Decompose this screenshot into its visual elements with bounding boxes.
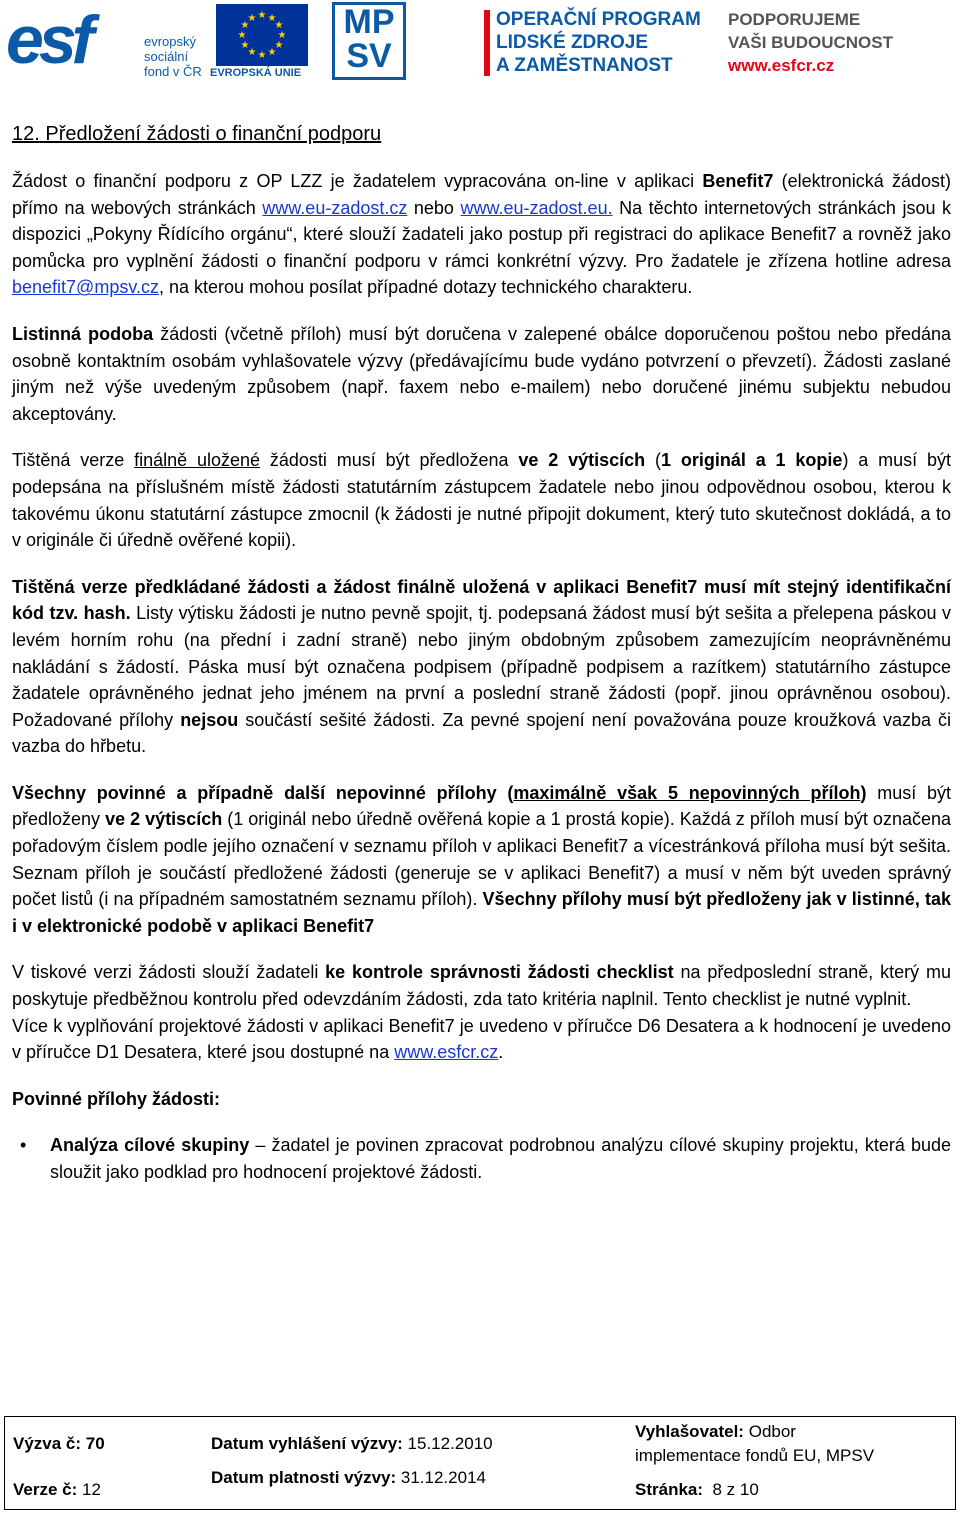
eu-caption: EVROPSKÁ UNIE [210,67,302,79]
bold-underlined-run: maximálně však 5 nepovinných příloh [513,782,861,803]
paragraph-paper-form [12,321,951,427]
svg-text:★: ★ [257,50,267,61]
paragraph-online-application [12,168,951,301]
link-eu-zadost-cz[interactable]: www.eu-zadost.cz [262,197,408,218]
footer-vyhlaseni [211,1433,493,1455]
svg-text:★: ★ [267,13,277,24]
paragraph-printed-version [12,447,951,553]
footer-label: Datum platnosti výzvy: [211,1468,397,1487]
bold-run: Benefit7 [702,171,774,191]
text-run: – žadatel je povinen zpracovat podrobnou analýzu cílové skupiny projektu, která bude sloužit jako podklad pro hodnocení projektové žádosti. [50,1135,951,1182]
footer-value: Odbor [748,1422,796,1441]
footer-stranka [635,1479,759,1501]
text-run: ( [645,450,661,471]
op-lzz-logo [496,8,701,77]
esf-text-line: fond v ČR [144,64,202,79]
bold-run: Všechny přílohy musí být předloženy jak v listinné, tak i v elektronické podobě v aplikaci Benefit7 [12,889,951,936]
text-run: Žádost o finanční podporu z OP LZZ je žadatelem vypracována on-line v aplikaci [12,171,703,191]
footer-label: Vyhlašovatel: [635,1422,744,1441]
esf-letters: esf [6,2,90,78]
svg-text:★: ★ [240,40,250,51]
support-line: VAŠI BUDOUCNOST [728,33,893,52]
footer-value: 70 [85,1434,105,1453]
text-run: žádosti (včetně příloh) musí být doručena v zalepené obálce doporučenou poštou nebo předána osobně kontaktním osobám vyhlašovatele výzvy (předávajícímu bude vydáno potvrzení o převzetí). Žádosti zaslané jiným než výše uvedeným způsobem (např. faxem nebo e-mailem) nebo doručené jinému subjektu nebudou akceptovány. [12,323,951,424]
bold-run: ve 2 výtiscích [518,450,646,471]
paragraph-checklist [12,959,951,1012]
footer-verze [13,1479,101,1501]
footer-label: Výzva č: [13,1434,82,1453]
page-footer [4,1416,956,1510]
page-number: 8 z 10 [712,1480,759,1499]
text-run: součástí sešité žádosti. Za pevné spojení není považována pouze kroužková vazba či vazba do hřbetu. [12,709,952,757]
paragraph-attachments [12,780,951,940]
footer-value: 12 [82,1480,101,1499]
subheading-mandatory-attachments: Povinné přílohy žádosti: [12,1088,221,1109]
footer-value: 31.12.2014 [400,1468,486,1487]
bold-run: Analýza cílové skupiny [50,1135,250,1156]
text-run: Tištěná verze [12,450,135,471]
op-accent-bar [484,10,490,76]
footer-value: 15.12.2010 [407,1434,493,1453]
link-esfcr[interactable]: www.esfcr.cz [394,1042,499,1063]
section-title: Předložení žádosti o finanční podporu [45,123,382,145]
link-eu-zadost-eu[interactable]: www.eu-zadost.eu. [460,197,613,218]
esf-text-line: evropský [144,34,197,49]
underlined-run: finálně uložené [134,450,261,471]
text-run: (elektronická žádost) přímo na webových stránkách [12,171,951,218]
text-run: nebo [407,197,461,218]
bold-run: Listinná podoba [12,323,154,344]
footer-vyzva [13,1433,105,1455]
footer-vyhlasovatel-cont: implementace fondů EU, MPSV [635,1446,875,1465]
bold-run: ve 2 výtiscích [105,809,223,830]
bullet-icon: • [20,1135,27,1156]
eu-stars-icon [216,4,308,66]
text-run: . [498,1042,504,1063]
mpsv-line-1: MP [343,3,395,41]
svg-text:★: ★ [257,10,267,21]
svg-text:★: ★ [274,40,284,51]
footer-vyhlasovatel [635,1421,796,1443]
text-run: (1 originál nebo úředně ověřená kopie a 1 prostá kopie). Každá z příloh musí být označena pořadovým číslem podle jejího označení v seznamu příloh v aplikaci Benefit7 a vícestránková příloha musí být sešita. Seznam příloh je součástí předložené žádosti (generuje se v aplikaci Benefit7) a musí v něm být uveden správný počet listů (i na případném samostatném seznamu příloh). [12,809,951,910]
bold-run: 1 originál a 1 kopie [661,450,843,471]
svg-text:★: ★ [267,47,277,58]
text-run: Na těchto internetových stránkách jsou k dispozici „Pokyny Řídícího orgánu“, které slouží žadateli jako postup při registraci do aplikace Benefit7 a rovněž jako pomůcka pro vyplnění žádosti o finanční podporu v rámci konkrétní výzvy. Pro žadatele je zřízena hotline adresa [12,197,952,271]
svg-text:★: ★ [274,20,284,31]
text-run: žádosti musí být předložena [260,450,519,471]
bold-run: nejsou [180,709,239,730]
text-run: ) a musí být podepsána na příslušném místě žádosti statutárním zástupcem žadatele nebo jinou odpovědnou osobou, kterou k takovému úkonu statutární zástupce zmocnil (k žádosti je nutné připojit dokument, který tuto skutečnost dokládá, a to v originále či úředně ověřené kopii). [12,450,951,551]
svg-text:★: ★ [237,30,247,41]
op-line: A ZAMĚSTNANOST [496,55,673,76]
esf-text [144,34,202,79]
bold-run: ke kontrole správnosti žádosti checklist [325,962,674,983]
bold-run: ) [860,782,867,803]
svg-text:★: ★ [247,13,257,24]
svg-text:★: ★ [247,47,257,58]
text-run: Více k vyplňování projektové žádosti v aplikaci Benefit7 je uvedeno v příručce D6 Desatera a k hodnocení je uvedeno v příručce D1 Desatera, které jsou dostupné na [12,1015,951,1063]
text-run: Listy výtisku žádosti je nutno pevně spojit, tj. podepsaná žádost musí být sešita a přelepena páskou v levém horním rohu (na přední i zadní straně) nebo jiným obdobným způsobem zamezujícím neoprávněnému nakládání s žádostí. Páska musí být označena podpisem (případně podpisem a razítkem) statutárního zástupce žadatele oprávněného jednat jeho jménem na první a poslední straně žádosti (popř. jinou oprávněnou osobou). Požadované přílohy [12,603,951,730]
esf-text-line: sociální [144,49,189,64]
footer-label: Datum vyhlášení výzvy: [211,1434,403,1453]
mpsv-logo [332,2,406,80]
paragraph-handbooks [12,1013,951,1066]
header-logos [0,0,960,84]
op-line: LIDSKÉ ZDROJE [496,32,649,53]
esf-logo [6,4,216,80]
text-run: , na kterou mohou posílat případné dotazy technického charakteru. [159,277,693,298]
section-number: 12. [12,123,40,145]
footer-label: Stránka: [635,1480,704,1499]
footer-platnosti [211,1467,486,1489]
document-body [12,120,951,1186]
eu-flag-icon [216,4,308,66]
support-line: PODPORUJEME [728,10,861,29]
op-line: OPERAČNÍ PROGRAM [496,9,701,30]
paragraph-hash-binding [12,574,951,760]
svg-text:★: ★ [240,20,250,31]
bold-run: Tištěná verze předkládané žádosti a žádost finálně uložená v aplikaci Benefit7 musí mít stejný identifikační kód tzv. hash. [12,576,951,624]
list-item [12,1132,951,1185]
support-slogan [728,8,893,77]
text-run: V tiskové verzi žádosti slouží žadateli [12,962,326,983]
mpsv-line-2: SV [346,37,392,75]
link-hotline-email[interactable]: benefit7@mpsv.cz [12,277,159,298]
support-url: www.esfcr.cz [728,56,835,75]
section-heading [12,120,951,148]
text-run: na předposlední straně, který mu poskytuje předběžnou kontrolu před odevzdáním žádosti, zda tato kritéria naplnil. Tento checklist je nutné vyplnit. [12,962,951,1010]
svg-text:★: ★ [277,30,287,41]
bold-run: Všechny povinné a případně další nepovinné přílohy ( [12,782,514,803]
footer-label: Verze č: [13,1480,78,1499]
text-run: musí být předloženy [12,782,951,830]
